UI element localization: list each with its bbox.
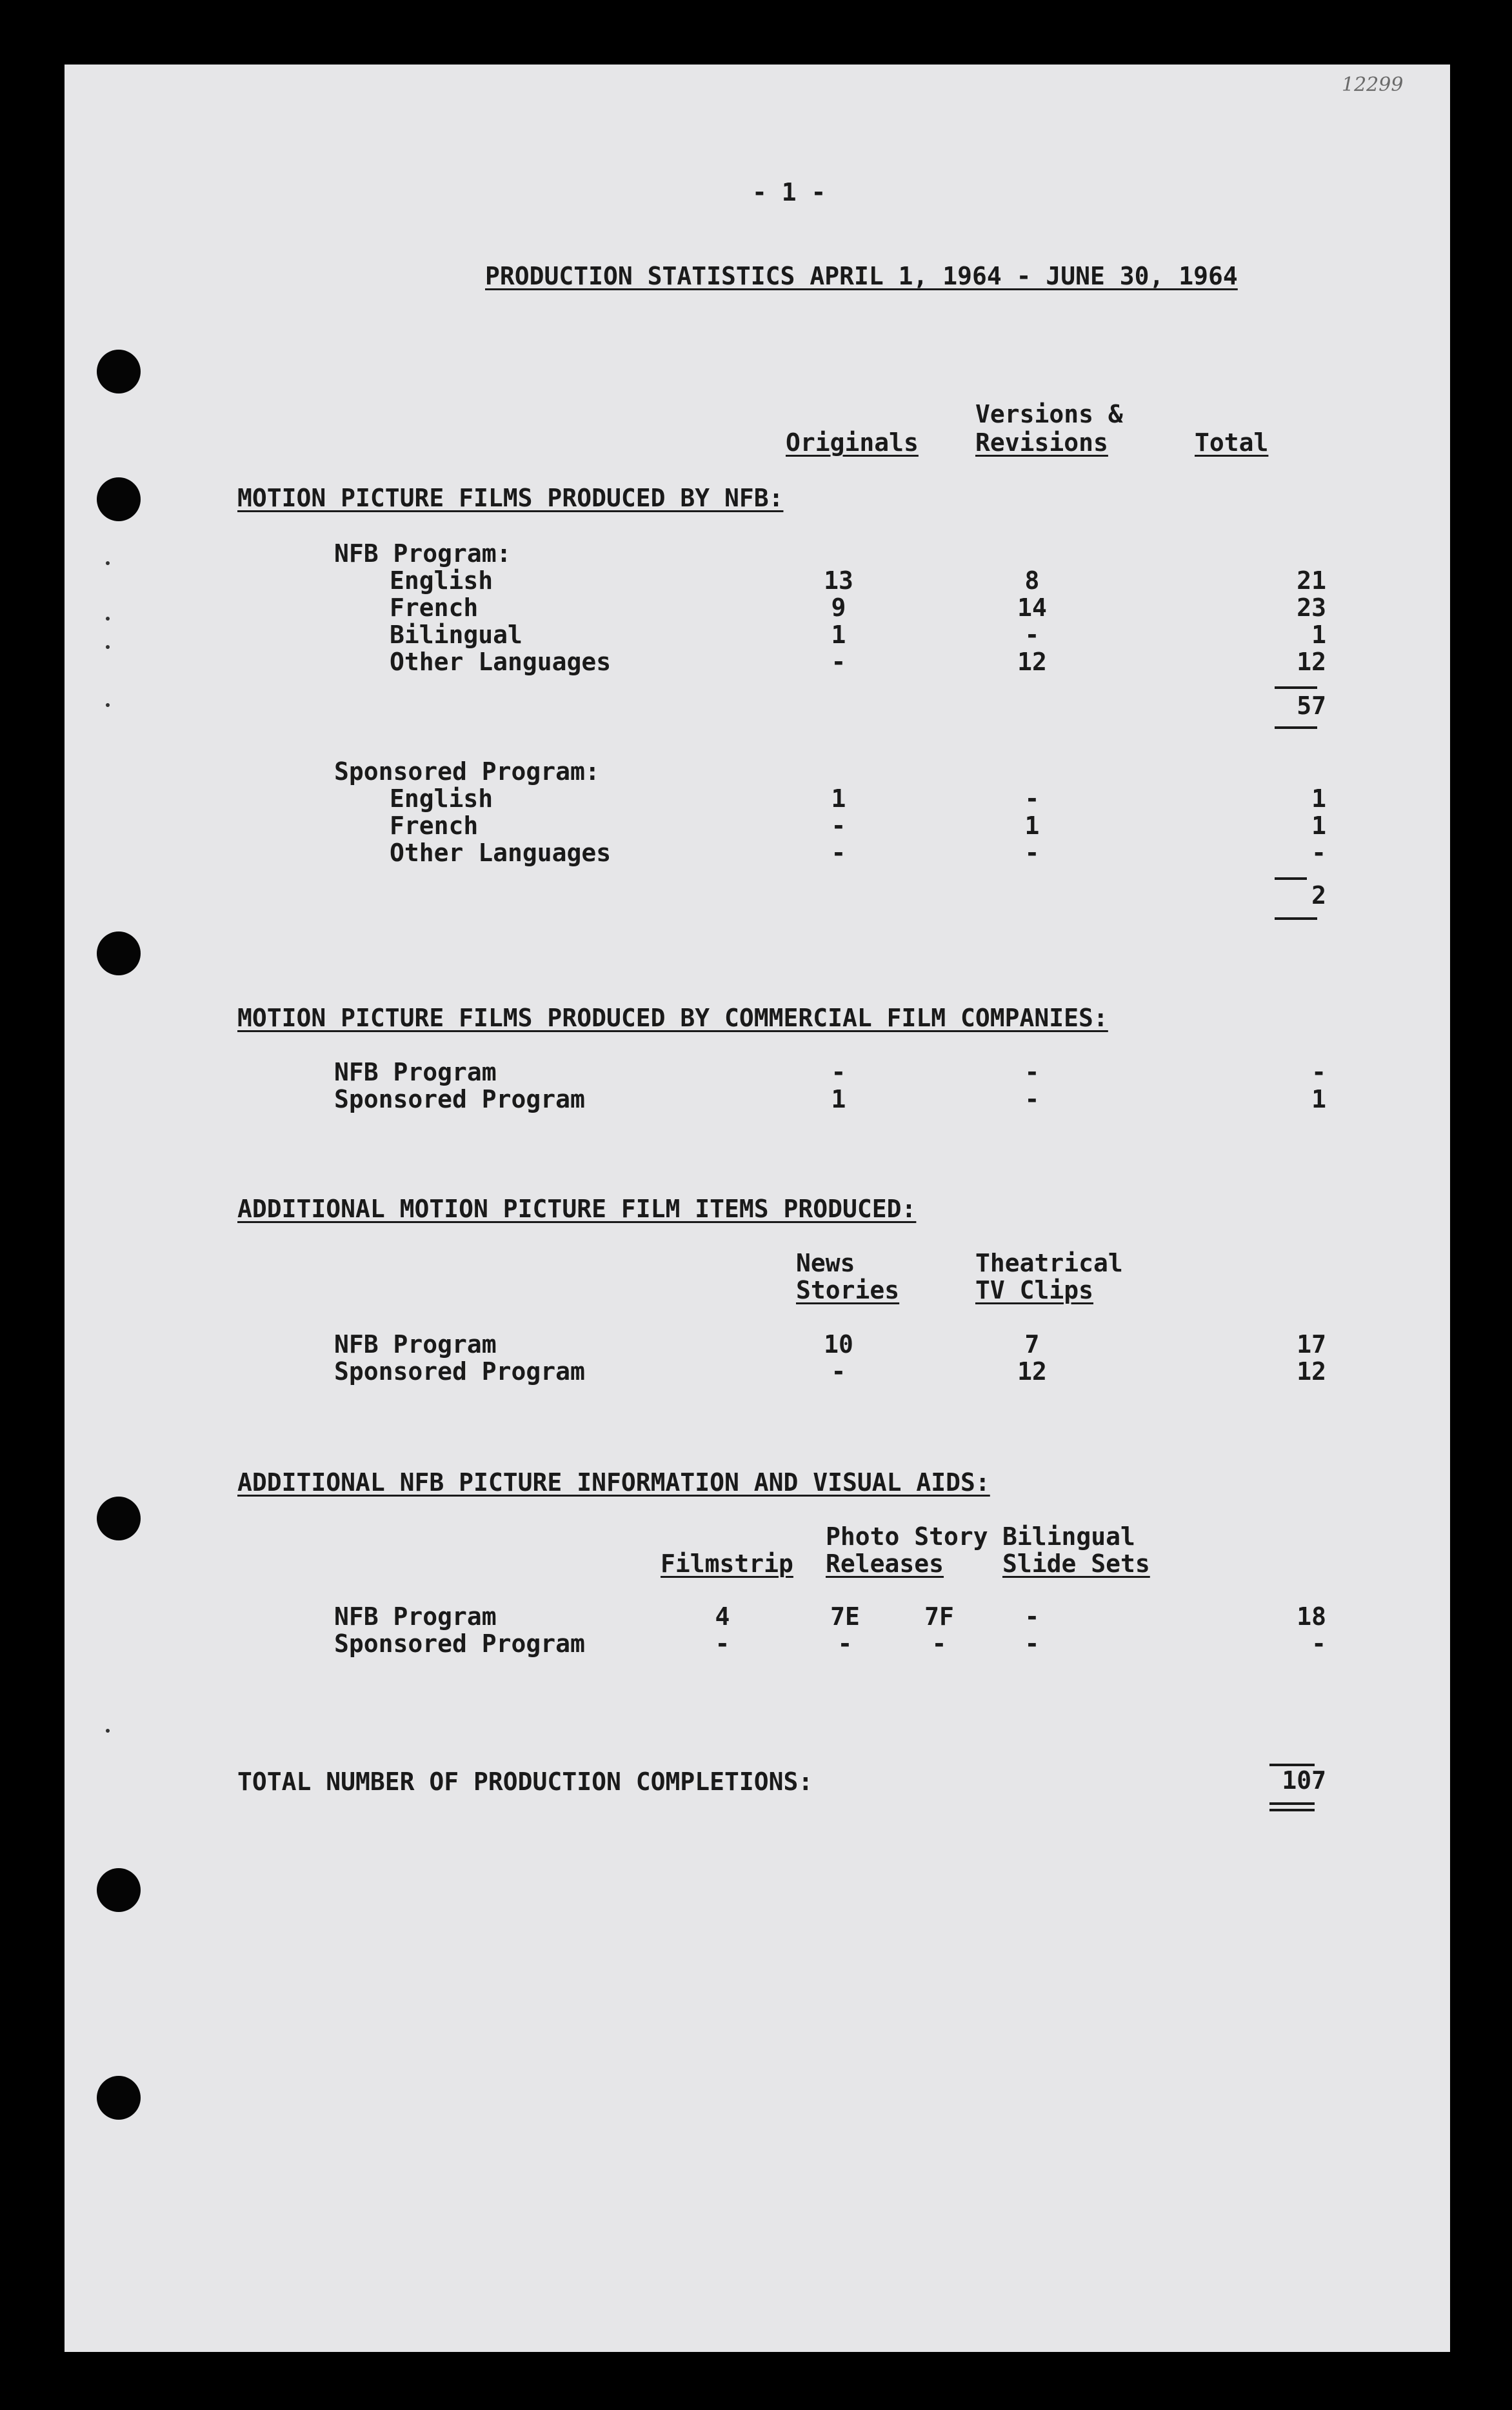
cell-versions: - [1024, 784, 1040, 813]
grand-total-label: TOTAL NUMBER OF PRODUCTION COMPLETIONS: [237, 1768, 813, 1796]
row-label: Bilingual [390, 621, 522, 649]
document-page [65, 65, 1450, 2352]
row-label: French [390, 812, 479, 840]
cell-releases-f: 7F [924, 1602, 954, 1631]
cell-filmstrip: 4 [715, 1602, 730, 1631]
binder-hole [97, 350, 141, 393]
cell-total: 12 [1297, 648, 1326, 676]
nfb-program-label: NFB Program: [334, 539, 512, 568]
cell-total: 1 [1311, 1085, 1326, 1113]
cell-total: 17 [1297, 1330, 1326, 1359]
row-label: NFB Program [334, 1330, 497, 1359]
cell-originals: - [831, 812, 846, 840]
sponsored-program-label: Sponsored Program: [334, 757, 600, 786]
nfb-subtotal: 57 [1297, 692, 1326, 720]
subtotal-rule [1275, 877, 1307, 880]
cell-news: - [831, 1357, 846, 1386]
cell-news: 10 [824, 1330, 853, 1359]
binder-hole [97, 931, 141, 975]
cell-filmstrip: - [715, 1629, 730, 1658]
cell-clips: 12 [1017, 1357, 1047, 1386]
cell-releases-f: - [931, 1629, 947, 1658]
section-heading-additional-film-items: ADDITIONAL MOTION PICTURE FILM ITEMS PRODUCED: [237, 1195, 917, 1223]
header-versions-line2: Revisions [975, 428, 1108, 457]
header-clips-line1: Theatrical [975, 1249, 1123, 1277]
cell-total: - [1311, 1058, 1326, 1086]
total-rule [1269, 1809, 1315, 1811]
subtotal-rule [1275, 917, 1317, 920]
binder-hole [97, 1868, 141, 1912]
total-rule [1269, 1802, 1315, 1805]
header-slides-line2: Slide Sets [1002, 1549, 1150, 1578]
speck [106, 645, 110, 649]
cell-versions: 8 [1024, 566, 1040, 595]
cell-originals: 13 [824, 566, 853, 595]
header-news-line2: Stories [796, 1276, 900, 1304]
cell-versions: - [1024, 621, 1040, 649]
section-heading-commercial-films: MOTION PICTURE FILMS PRODUCED BY COMMERCIAL FILM COMPANIES: [237, 1004, 1108, 1032]
cell-total: 21 [1297, 566, 1326, 595]
header-releases-line2: Releases [826, 1549, 944, 1578]
speck [106, 617, 110, 621]
speck [106, 561, 110, 565]
cell-clips: 7 [1024, 1330, 1040, 1359]
sponsored-subtotal: 2 [1311, 881, 1326, 910]
cell-originals: - [831, 1058, 846, 1086]
binder-hole [97, 2076, 141, 2120]
cell-versions: 1 [1024, 812, 1040, 840]
cell-originals: 1 [831, 784, 846, 813]
section-heading-visual-aids: ADDITIONAL NFB PICTURE INFORMATION AND VISUAL AIDS: [237, 1468, 990, 1497]
speck [106, 1729, 110, 1733]
page-number: - 1 - [752, 178, 826, 206]
binder-hole [97, 1497, 141, 1540]
header-slides-line1: Bilingual [1002, 1522, 1135, 1551]
section-heading-nfb-films: MOTION PICTURE FILMS PRODUCED BY NFB: [237, 484, 784, 512]
row-label: English [390, 566, 493, 595]
cell-total: 1 [1311, 621, 1326, 649]
header-filmstrip: Filmstrip [661, 1549, 793, 1578]
row-label: Other Languages [390, 648, 612, 676]
row-label: English [390, 784, 493, 813]
row-label: Sponsored Program [334, 1357, 585, 1386]
row-label: NFB Program [334, 1058, 497, 1086]
cell-versions: - [1024, 1058, 1040, 1086]
cell-total: 23 [1297, 593, 1326, 622]
header-clips-line2: TV Clips [975, 1276, 1094, 1304]
cell-total: - [1311, 1629, 1326, 1658]
cell-total: - [1311, 839, 1326, 867]
handwritten-number: 12299 [1342, 74, 1404, 96]
row-label: Sponsored Program [334, 1629, 585, 1658]
cell-originals: - [831, 839, 846, 867]
header-versions-line1: Versions & [975, 400, 1123, 428]
cell-releases-e: 7E [830, 1602, 860, 1631]
binder-hole [97, 477, 141, 521]
cell-total: 1 [1311, 784, 1326, 813]
cell-slides: - [1024, 1629, 1040, 1658]
row-label: NFB Program [334, 1602, 497, 1631]
header-releases-line1: Photo Story [826, 1522, 988, 1551]
cell-originals: 9 [831, 593, 846, 622]
page-title: PRODUCTION STATISTICS APRIL 1, 1964 - JUNE 30, 1964 [485, 262, 1238, 290]
cell-total: 18 [1297, 1602, 1326, 1631]
cell-versions: - [1024, 1085, 1040, 1113]
cell-versions: 14 [1017, 593, 1047, 622]
cell-originals: 1 [831, 1085, 846, 1113]
cell-total: 1 [1311, 812, 1326, 840]
grand-total-value: 107 [1282, 1766, 1326, 1795]
header-originals: Originals [786, 428, 919, 457]
cell-total: 12 [1297, 1357, 1326, 1386]
cell-originals: - [831, 648, 846, 676]
subtotal-rule [1275, 726, 1317, 729]
cell-slides: - [1024, 1602, 1040, 1631]
row-label: Other Languages [390, 839, 612, 867]
cell-releases-e: - [837, 1629, 853, 1658]
row-label: Sponsored Program [334, 1085, 585, 1113]
header-total: Total [1195, 428, 1269, 457]
header-news-line1: News [796, 1249, 855, 1277]
speck [106, 703, 110, 707]
cell-versions: 12 [1017, 648, 1047, 676]
cell-versions: - [1024, 839, 1040, 867]
row-label: French [390, 593, 479, 622]
subtotal-rule [1275, 686, 1317, 689]
cell-originals: 1 [831, 621, 846, 649]
